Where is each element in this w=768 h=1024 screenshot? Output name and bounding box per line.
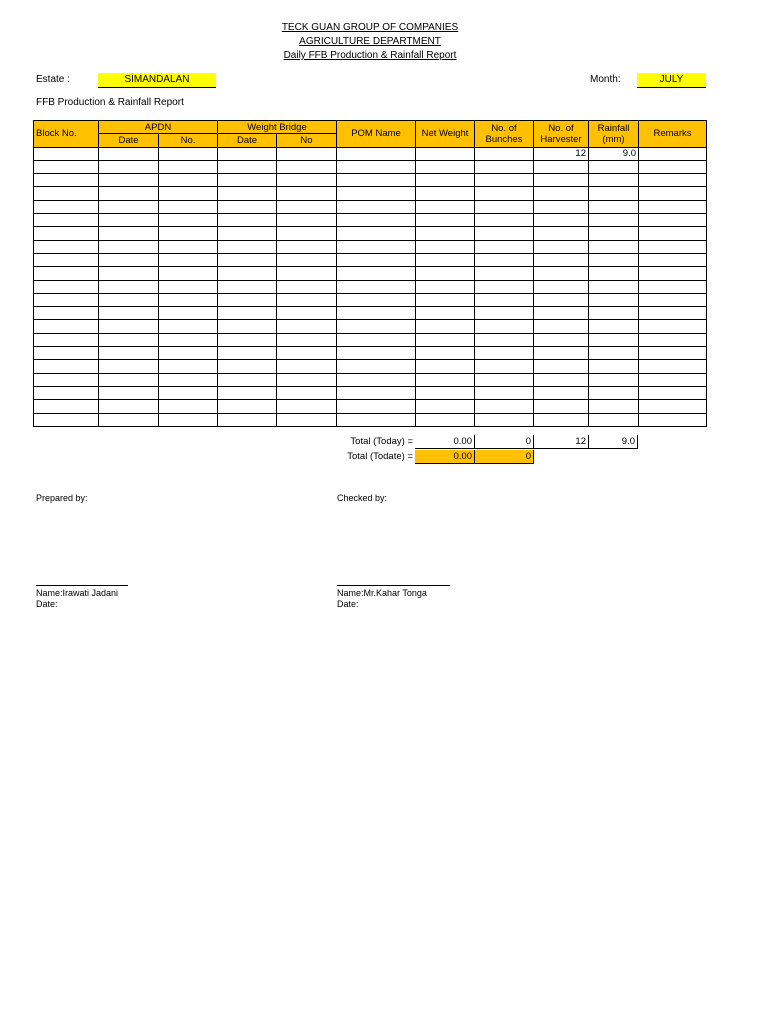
cell[interactable]	[589, 373, 639, 386]
cell[interactable]	[34, 360, 99, 373]
cell[interactable]	[534, 373, 589, 386]
cell[interactable]	[475, 227, 534, 240]
cell[interactable]	[277, 386, 337, 399]
cell[interactable]	[218, 400, 277, 413]
cell[interactable]	[589, 214, 639, 227]
total-todate-bunches: 0	[475, 450, 534, 464]
total-today-rainfall: 9.0	[589, 435, 638, 449]
cell[interactable]	[416, 227, 475, 240]
total-todate-net-weight: 0.00	[415, 450, 475, 464]
header-weight-bridge: Weight Bridge	[218, 121, 337, 134]
header-harvester	[534, 121, 589, 148]
header-rainfall-line2: (mm)	[602, 133, 625, 145]
cell[interactable]	[534, 413, 589, 426]
cell[interactable]	[159, 360, 218, 373]
cell[interactable]	[534, 160, 589, 173]
cell[interactable]	[639, 333, 707, 346]
cell[interactable]	[218, 320, 277, 333]
cell[interactable]	[475, 200, 534, 213]
cell[interactable]	[416, 267, 475, 280]
cell[interactable]	[589, 240, 639, 253]
table-row	[34, 386, 707, 399]
cell[interactable]	[416, 187, 475, 200]
cell[interactable]	[34, 386, 99, 399]
cell[interactable]	[589, 174, 639, 187]
cell[interactable]	[475, 373, 534, 386]
cell[interactable]	[218, 227, 277, 240]
cell[interactable]	[416, 160, 475, 173]
table-row	[34, 413, 707, 426]
cell[interactable]	[416, 386, 475, 399]
cell[interactable]	[534, 386, 589, 399]
cell[interactable]	[337, 147, 416, 160]
cell[interactable]	[277, 307, 337, 320]
header-harvester-line1: No. of	[548, 122, 574, 134]
cell[interactable]	[475, 174, 534, 187]
cell[interactable]	[639, 187, 707, 200]
department-name: AGRICULTURE DEPARTMENT	[299, 36, 441, 47]
cell[interactable]	[534, 187, 589, 200]
cell[interactable]	[218, 373, 277, 386]
cell[interactable]	[277, 160, 337, 173]
cell[interactable]	[416, 200, 475, 213]
cell[interactable]	[639, 253, 707, 266]
cell[interactable]	[159, 333, 218, 346]
cell[interactable]	[589, 386, 639, 399]
total-today-net-weight: 0.00	[415, 435, 475, 449]
cell[interactable]	[337, 293, 416, 306]
company-name: TECK GUAN GROUP OF COMPANIES	[281, 22, 459, 33]
table-row	[34, 267, 707, 280]
cell[interactable]	[34, 200, 99, 213]
cell[interactable]	[475, 307, 534, 320]
cell[interactable]	[99, 267, 159, 280]
cell[interactable]	[337, 307, 416, 320]
cell[interactable]	[589, 280, 639, 293]
cell[interactable]	[416, 360, 475, 373]
header-rainfall	[589, 121, 639, 148]
cell[interactable]	[337, 333, 416, 346]
cell[interactable]	[99, 386, 159, 399]
cell[interactable]	[34, 253, 99, 266]
cell[interactable]	[277, 413, 337, 426]
total-todate-label: Total (Todate) =	[347, 451, 413, 462]
cell[interactable]	[218, 413, 277, 426]
cell[interactable]	[99, 187, 159, 200]
cell[interactable]	[416, 253, 475, 266]
report-title: Daily FFB Production & Rainfall Report	[283, 50, 457, 61]
cell[interactable]	[416, 347, 475, 360]
report-subtitle: FFB Production & Rainfall Report	[36, 97, 184, 108]
table-row	[34, 280, 707, 293]
table-row	[34, 320, 707, 333]
cell[interactable]	[218, 280, 277, 293]
cell[interactable]	[159, 386, 218, 399]
cell[interactable]	[534, 307, 589, 320]
cell[interactable]	[99, 360, 159, 373]
cell[interactable]	[639, 267, 707, 280]
cell[interactable]	[99, 227, 159, 240]
cell[interactable]	[534, 227, 589, 240]
cell[interactable]	[99, 174, 159, 187]
cell[interactable]	[218, 200, 277, 213]
estate-label: Estate :	[36, 74, 70, 85]
cell[interactable]	[589, 200, 639, 213]
cell[interactable]	[475, 320, 534, 333]
cell[interactable]	[159, 373, 218, 386]
cell[interactable]	[639, 293, 707, 306]
cell[interactable]	[34, 147, 99, 160]
cell[interactable]	[639, 360, 707, 373]
cell[interactable]	[639, 347, 707, 360]
cell[interactable]	[589, 293, 639, 306]
cell[interactable]	[337, 386, 416, 399]
cell[interactable]	[34, 347, 99, 360]
cell[interactable]	[589, 320, 639, 333]
total-today-harvester: 12	[534, 435, 589, 449]
cell[interactable]	[337, 214, 416, 227]
cell[interactable]	[277, 293, 337, 306]
cell[interactable]	[277, 174, 337, 187]
cell[interactable]	[534, 214, 589, 227]
cell[interactable]	[99, 413, 159, 426]
table-row	[34, 333, 707, 346]
production-table	[33, 120, 707, 427]
cell[interactable]	[475, 160, 534, 173]
cell[interactable]	[99, 347, 159, 360]
cell[interactable]	[589, 360, 639, 373]
cell[interactable]	[34, 187, 99, 200]
cell[interactable]	[639, 386, 707, 399]
cell[interactable]	[99, 320, 159, 333]
cell[interactable]	[34, 214, 99, 227]
cell[interactable]	[218, 187, 277, 200]
cell[interactable]	[159, 214, 218, 227]
cell-harvester[interactable]: 12	[534, 147, 589, 160]
cell[interactable]	[589, 413, 639, 426]
cell[interactable]	[639, 200, 707, 213]
cell[interactable]	[99, 280, 159, 293]
cell[interactable]	[277, 280, 337, 293]
cell[interactable]	[159, 253, 218, 266]
cell[interactable]	[416, 333, 475, 346]
cell[interactable]	[337, 347, 416, 360]
cell[interactable]	[218, 160, 277, 173]
cell[interactable]	[337, 160, 416, 173]
cell[interactable]	[337, 200, 416, 213]
prepared-name: Name:Irawati Jadani	[36, 588, 119, 598]
table-row	[34, 293, 707, 306]
cell[interactable]	[99, 147, 159, 160]
cell[interactable]	[589, 187, 639, 200]
cell[interactable]	[475, 293, 534, 306]
cell[interactable]	[218, 267, 277, 280]
cell[interactable]	[218, 360, 277, 373]
cell[interactable]	[277, 360, 337, 373]
header-harvester-line2: Harvester	[540, 133, 582, 145]
cell[interactable]	[159, 187, 218, 200]
cell[interactable]	[416, 240, 475, 253]
cell[interactable]	[475, 386, 534, 399]
cell[interactable]	[34, 413, 99, 426]
cell[interactable]	[218, 347, 277, 360]
cell[interactable]	[534, 293, 589, 306]
cell[interactable]	[475, 214, 534, 227]
header-apdn-date: Date	[99, 134, 159, 147]
cell[interactable]	[416, 293, 475, 306]
cell[interactable]	[159, 200, 218, 213]
cell[interactable]	[639, 160, 707, 173]
table-row	[34, 160, 707, 173]
cell[interactable]	[218, 386, 277, 399]
cell[interactable]	[534, 333, 589, 346]
cell[interactable]	[416, 147, 475, 160]
checked-signature-line	[337, 585, 450, 586]
total-today-label: Total (Today) =	[350, 436, 413, 447]
cell[interactable]	[34, 267, 99, 280]
cell[interactable]	[416, 373, 475, 386]
cell[interactable]	[534, 360, 589, 373]
cell[interactable]	[337, 400, 416, 413]
cell[interactable]	[639, 280, 707, 293]
cell[interactable]	[639, 214, 707, 227]
cell[interactable]	[475, 400, 534, 413]
cell[interactable]	[99, 373, 159, 386]
header-bunches	[475, 121, 534, 148]
cell[interactable]	[639, 174, 707, 187]
month-label: Month:	[590, 74, 621, 85]
cell[interactable]	[277, 147, 337, 160]
cell[interactable]	[99, 200, 159, 213]
cell[interactable]	[34, 280, 99, 293]
cell[interactable]	[534, 174, 589, 187]
cell[interactable]	[475, 187, 534, 200]
cell[interactable]	[475, 347, 534, 360]
checked-name: Name:Mr.Kahar Tonga	[337, 588, 427, 598]
table-row	[34, 253, 707, 266]
cell[interactable]	[639, 227, 707, 240]
cell[interactable]	[218, 293, 277, 306]
prepared-date: Date:	[36, 599, 58, 609]
cell[interactable]	[34, 307, 99, 320]
cell[interactable]	[277, 320, 337, 333]
cell[interactable]	[277, 267, 337, 280]
cell[interactable]	[159, 293, 218, 306]
checked-by-label: Checked by:	[337, 493, 388, 503]
cell[interactable]	[337, 267, 416, 280]
cell[interactable]	[475, 267, 534, 280]
cell[interactable]	[475, 253, 534, 266]
cell[interactable]	[639, 147, 707, 160]
table-row	[34, 227, 707, 240]
table-row	[34, 187, 707, 200]
cell[interactable]	[639, 373, 707, 386]
cell[interactable]	[534, 280, 589, 293]
table-row	[34, 347, 707, 360]
table-row	[34, 373, 707, 386]
cell[interactable]	[589, 227, 639, 240]
cell[interactable]	[534, 320, 589, 333]
cell[interactable]	[34, 333, 99, 346]
cell[interactable]	[534, 400, 589, 413]
header-bunches-line1: No. of	[491, 122, 517, 134]
cell[interactable]	[475, 280, 534, 293]
cell[interactable]	[337, 240, 416, 253]
cell[interactable]	[639, 307, 707, 320]
cell[interactable]	[159, 347, 218, 360]
total-today-bunches: 0	[475, 435, 534, 449]
cell[interactable]	[34, 160, 99, 173]
cell[interactable]	[589, 347, 639, 360]
cell[interactable]	[337, 320, 416, 333]
cell[interactable]	[416, 174, 475, 187]
header-block-no: Block No.	[34, 121, 99, 148]
cell[interactable]	[99, 253, 159, 266]
cell[interactable]	[277, 214, 337, 227]
header-apdn-no: No.	[159, 134, 218, 147]
cell[interactable]	[277, 200, 337, 213]
cell[interactable]	[277, 373, 337, 386]
cell[interactable]	[159, 307, 218, 320]
cell[interactable]	[475, 333, 534, 346]
header-wb-date: Date	[218, 134, 277, 147]
cell[interactable]	[159, 320, 218, 333]
cell[interactable]	[159, 147, 218, 160]
cell[interactable]	[34, 227, 99, 240]
cell[interactable]	[159, 413, 218, 426]
cell[interactable]	[159, 240, 218, 253]
cell[interactable]	[159, 400, 218, 413]
header-bunches-line2: Bunches	[485, 133, 523, 145]
cell-rainfall[interactable]: 9.0	[589, 147, 639, 160]
cell[interactable]	[34, 293, 99, 306]
cell[interactable]	[337, 253, 416, 266]
header-apdn: APDN	[99, 121, 218, 134]
cell[interactable]	[218, 253, 277, 266]
cell[interactable]	[159, 267, 218, 280]
cell[interactable]	[218, 240, 277, 253]
cell[interactable]	[99, 400, 159, 413]
cell[interactable]	[534, 200, 589, 213]
cell[interactable]	[99, 307, 159, 320]
cell[interactable]	[416, 280, 475, 293]
cell[interactable]	[337, 413, 416, 426]
cell[interactable]	[277, 253, 337, 266]
cell[interactable]	[589, 160, 639, 173]
header-pom-name: POM Name	[337, 121, 416, 148]
header-rainfall-line1: Rainfall	[597, 122, 630, 134]
cell[interactable]	[639, 320, 707, 333]
cell[interactable]	[34, 373, 99, 386]
cell[interactable]	[416, 413, 475, 426]
cell[interactable]	[534, 240, 589, 253]
cell[interactable]	[277, 227, 337, 240]
cell[interactable]	[159, 280, 218, 293]
table-row	[34, 214, 707, 227]
cell[interactable]	[589, 307, 639, 320]
cell[interactable]	[416, 320, 475, 333]
cell[interactable]	[277, 400, 337, 413]
table-row	[34, 174, 707, 187]
cell[interactable]	[99, 160, 159, 173]
cell[interactable]	[159, 174, 218, 187]
cell[interactable]	[34, 174, 99, 187]
cell[interactable]	[337, 227, 416, 240]
cell[interactable]	[475, 240, 534, 253]
cell[interactable]	[416, 400, 475, 413]
cell[interactable]	[337, 174, 416, 187]
table-row	[34, 400, 707, 413]
cell[interactable]	[475, 413, 534, 426]
cell[interactable]	[589, 267, 639, 280]
cell[interactable]	[639, 400, 707, 413]
cell[interactable]	[277, 347, 337, 360]
header-remarks: Remarks	[639, 121, 707, 148]
cell[interactable]	[277, 333, 337, 346]
cell[interactable]	[639, 413, 707, 426]
header-net-weight: Net Weight	[416, 121, 475, 148]
cell[interactable]	[99, 214, 159, 227]
cell[interactable]	[337, 187, 416, 200]
cell[interactable]	[416, 307, 475, 320]
cell[interactable]	[337, 360, 416, 373]
cell[interactable]	[589, 333, 639, 346]
table-row	[34, 240, 707, 253]
table-row	[34, 147, 707, 160]
cell[interactable]	[99, 333, 159, 346]
cell[interactable]	[159, 160, 218, 173]
cell[interactable]	[475, 360, 534, 373]
cell[interactable]	[475, 147, 534, 160]
table-row	[34, 307, 707, 320]
cell[interactable]	[99, 240, 159, 253]
cell[interactable]	[159, 227, 218, 240]
cell[interactable]	[534, 347, 589, 360]
cell[interactable]	[589, 400, 639, 413]
cell[interactable]	[337, 373, 416, 386]
cell[interactable]	[337, 280, 416, 293]
cell[interactable]	[34, 320, 99, 333]
checked-date: Date:	[337, 599, 359, 609]
cell[interactable]	[277, 187, 337, 200]
prepared-signature-line	[36, 585, 128, 586]
cell[interactable]	[589, 253, 639, 266]
table-row	[34, 200, 707, 213]
estate-value: SIMANDALAN	[98, 73, 216, 88]
cell[interactable]	[218, 174, 277, 187]
cell[interactable]	[34, 240, 99, 253]
cell[interactable]	[34, 400, 99, 413]
cell[interactable]	[277, 240, 337, 253]
month-value: JULY	[637, 73, 706, 88]
cell[interactable]	[534, 253, 589, 266]
prepared-by-label: Prepared by:	[36, 493, 88, 503]
table-row	[34, 360, 707, 373]
cell[interactable]	[218, 147, 277, 160]
cell[interactable]	[639, 240, 707, 253]
cell[interactable]	[99, 293, 159, 306]
cell[interactable]	[218, 307, 277, 320]
cell[interactable]	[218, 214, 277, 227]
cell[interactable]	[534, 267, 589, 280]
header-wb-no: No	[277, 134, 337, 147]
cell[interactable]	[218, 333, 277, 346]
cell[interactable]	[416, 214, 475, 227]
